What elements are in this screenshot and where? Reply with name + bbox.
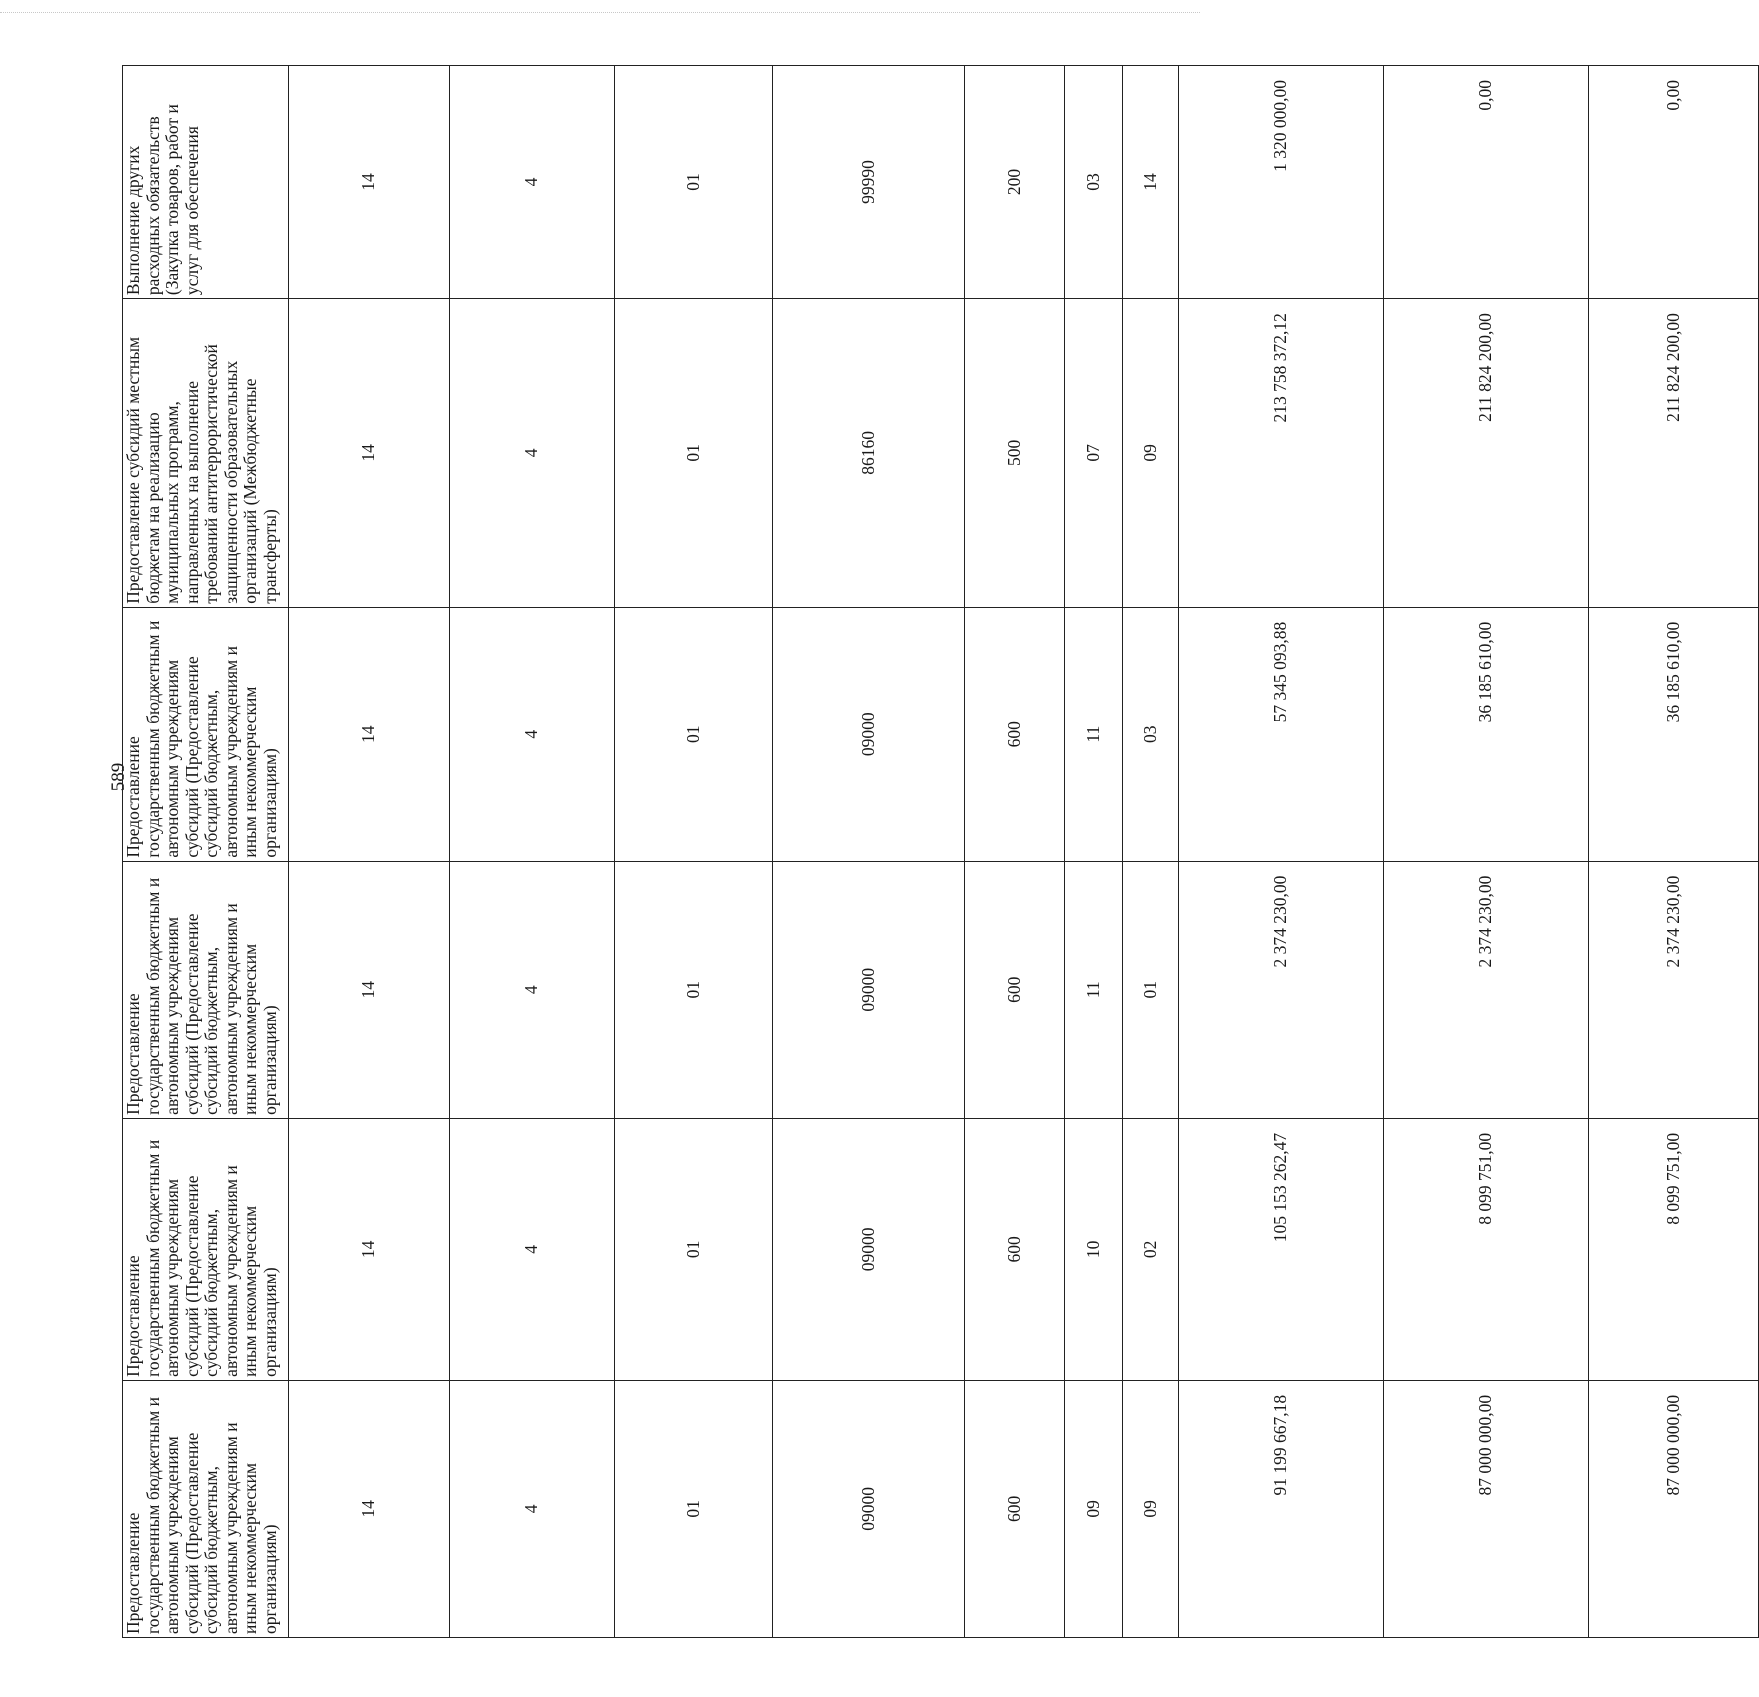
table-row <box>773 66 965 1638</box>
section-code: 10 <box>1065 1118 1123 1380</box>
amount-year-3: 2 374 230,00 <box>1589 861 1759 1118</box>
direction-code: 09000 <box>773 861 965 1118</box>
program-code: 4 <box>450 1118 615 1380</box>
direction-code: 09000 <box>773 1118 965 1380</box>
row-description: Предоставление государственным бюджетным и автономным учреждениям субсидий (Предоставление субсидий бюджетным, автономным учреждениям и иным некоммерческим организациям) <box>123 1380 289 1637</box>
amount-year-2: 36 185 610,00 <box>1384 607 1589 861</box>
amount-year-3: 0,00 <box>1589 66 1759 299</box>
subsection-code: 01 <box>1123 861 1179 1118</box>
kvr-code: 600 <box>965 1118 1065 1380</box>
subsection-code: 09 <box>1123 299 1179 608</box>
direction-code: 86160 <box>773 299 965 608</box>
amount-year-3: 87 000 000,00 <box>1589 1380 1759 1637</box>
table-row <box>289 66 450 1638</box>
amount-year-2: 2 374 230,00 <box>1384 861 1589 1118</box>
section-code: 03 <box>1065 66 1123 299</box>
table-row <box>123 66 289 1638</box>
row-description: Предоставление государственным бюджетным и автономным учреждениям субсидий (Предоставление субсидий бюджетным, автономным учреждениям и иным некоммерческим организациям) <box>123 1118 289 1380</box>
row-description: Предоставление государственным бюджетным и автономным учреждениям субсидий (Предоставление субсидий бюджетным, автономным учреждениям и иным некоммерческим организациям) <box>123 861 289 1118</box>
kvr-code: 500 <box>965 299 1065 608</box>
row-description: Выполнение других расходных обязательств (Закупка товаров, работ и услуг для обеспечения <box>123 66 289 299</box>
program-code: 4 <box>450 607 615 861</box>
amount-year-1: 91 199 667,18 <box>1179 1380 1384 1637</box>
grbs-code: 14 <box>289 1118 450 1380</box>
direction-code: 09000 <box>773 1380 965 1637</box>
subprogram-code: 01 <box>615 1118 773 1380</box>
section-code: 11 <box>1065 861 1123 1118</box>
direction-code: 09000 <box>773 607 965 861</box>
subsection-code: 09 <box>1123 1380 1179 1637</box>
amount-year-2: 8 099 751,00 <box>1384 1118 1589 1380</box>
table-row <box>1065 66 1123 1638</box>
program-code: 4 <box>450 299 615 608</box>
table-row <box>450 66 615 1638</box>
subsection-code: 03 <box>1123 607 1179 861</box>
kvr-code: 600 <box>965 607 1065 861</box>
amount-year-1: 57 345 093,88 <box>1179 607 1384 861</box>
amount-year-1: 1 320 000,00 <box>1179 66 1384 299</box>
program-code: 4 <box>450 66 615 299</box>
kvr-code: 200 <box>965 66 1065 299</box>
subprogram-code: 01 <box>615 66 773 299</box>
row-description: Предоставление государственным бюджетным и автономным учреждениям субсидий (Предоставление субсидий бюджетным, автономным учреждениям и иным некоммерческим организациям) <box>123 607 289 861</box>
grbs-code: 14 <box>289 66 450 299</box>
table-row <box>1384 66 1589 1638</box>
amount-year-2: 211 824 200,00 <box>1384 299 1589 608</box>
subsection-code: 14 <box>1123 66 1179 299</box>
subprogram-code: 01 <box>615 299 773 608</box>
amount-year-2: 0,00 <box>1384 66 1589 299</box>
table-row <box>1123 66 1179 1638</box>
grbs-code: 14 <box>289 607 450 861</box>
subprogram-code: 01 <box>615 607 773 861</box>
kvr-code: 600 <box>965 861 1065 1118</box>
section-code: 09 <box>1065 1380 1123 1637</box>
amount-year-2: 87 000 000,00 <box>1384 1380 1589 1637</box>
subsection-code: 02 <box>1123 1118 1179 1380</box>
direction-code: 99990 <box>773 66 965 299</box>
amount-year-3: 211 824 200,00 <box>1589 299 1759 608</box>
amount-year-1: 105 153 262,47 <box>1179 1118 1384 1380</box>
budget-table-container <box>122 65 1683 1638</box>
section-code: 07 <box>1065 299 1123 608</box>
section-code: 11 <box>1065 607 1123 861</box>
subprogram-code: 01 <box>615 1380 773 1637</box>
budget-table <box>122 65 1759 1638</box>
table-row <box>615 66 773 1638</box>
amount-year-1: 213 758 372,12 <box>1179 299 1384 608</box>
subprogram-code: 01 <box>615 861 773 1118</box>
grbs-code: 14 <box>289 299 450 608</box>
kvr-code: 600 <box>965 1380 1065 1637</box>
page-number: 589 <box>108 762 129 792</box>
scan-edge-line <box>0 12 1200 13</box>
program-code: 4 <box>450 861 615 1118</box>
amount-year-1: 2 374 230,00 <box>1179 861 1384 1118</box>
table-row <box>1179 66 1384 1638</box>
amount-year-3: 36 185 610,00 <box>1589 607 1759 861</box>
grbs-code: 14 <box>289 1380 450 1637</box>
program-code: 4 <box>450 1380 615 1637</box>
amount-year-3: 8 099 751,00 <box>1589 1118 1759 1380</box>
table-row <box>1589 66 1759 1638</box>
table-row <box>965 66 1065 1638</box>
row-description: Предоставление субсидий местным бюджетам на реализацию муниципальных программ, направленных на выполнение требований антитеррористической защищенности образовательных организаций (Межбюджетные трансферты) <box>123 299 289 608</box>
grbs-code: 14 <box>289 861 450 1118</box>
